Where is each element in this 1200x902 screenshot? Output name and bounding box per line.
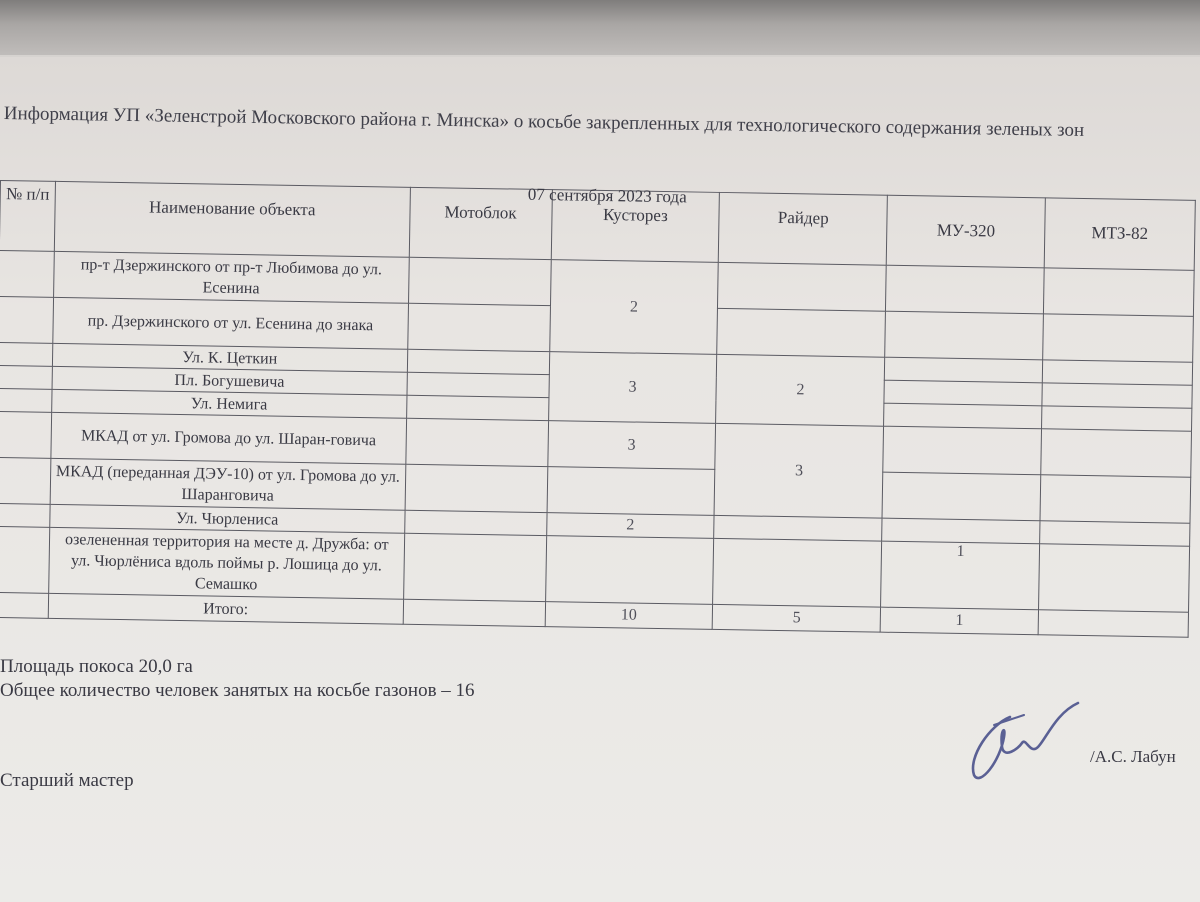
kustorez-cell: 2 — [546, 513, 714, 539]
motoblok-cell — [405, 418, 548, 466]
row-number-cell — [0, 526, 50, 593]
motoblok-cell — [407, 349, 549, 374]
row-number-cell — [0, 296, 54, 343]
mu320-total: 1 — [880, 607, 1038, 635]
row-number-cell — [0, 250, 54, 297]
total-label: Итого: — [48, 593, 403, 624]
motoblok-cell — [405, 464, 548, 512]
object-name: Ул. Чюрлениса — [50, 504, 405, 533]
mowing-table — [0, 180, 1196, 638]
mtz82-cell — [1042, 383, 1192, 408]
kustorez-cell: 3 — [548, 352, 717, 424]
mtz82-cell — [1041, 429, 1192, 477]
header-raider: Райдер — [719, 192, 888, 265]
mu320-cell — [885, 311, 1044, 360]
mtz82-cell — [1042, 406, 1192, 431]
mu320-cell — [883, 426, 1042, 475]
row-number-cell — [0, 503, 50, 527]
header-mu320: МУ-320 — [886, 195, 1045, 268]
handwritten-signature — [960, 695, 1090, 790]
mtz82-cell — [1040, 521, 1190, 546]
object-name: пр. Дзержинского от ул. Есенина до знака — [53, 297, 408, 349]
motoblok-total — [403, 599, 545, 626]
motoblok-cell — [408, 257, 551, 305]
mu320-cell — [886, 265, 1045, 314]
raider-cell — [713, 538, 882, 607]
raider-cell — [714, 515, 882, 541]
signatory-name: /А.С. Лабун — [1090, 747, 1176, 766]
motoblok-cell — [404, 510, 546, 535]
kustorez-cell — [545, 536, 714, 605]
object-name: озелененная территория на месте д. Дружба: от ул. Чюрлёниса вдоль поймы р. Лошица до ул. Семашко — [49, 527, 405, 599]
mu320-cell — [884, 403, 1042, 429]
mu320-cell — [884, 380, 1042, 406]
raider-cell — [718, 262, 887, 311]
kustorez-cell — [547, 467, 716, 516]
mowing-area: Площадь покоса 20,0 га — [0, 656, 193, 677]
mu320-cell: 1 — [881, 541, 1040, 610]
object-name: Ул. К. Цеткин — [52, 343, 407, 372]
document-date: 07 сентября 2023 года — [527, 184, 687, 207]
header-kustorez: Кусторез — [551, 190, 720, 263]
row-number-cell — [0, 388, 52, 412]
raider-total: 5 — [713, 604, 881, 632]
mtz82-cell — [1039, 544, 1190, 612]
mu320-cell — [882, 472, 1041, 521]
header-motoblok: Мотоблок — [409, 187, 552, 259]
people-count: Общее количество человек занятых на косьбе газонов – 16 — [0, 680, 475, 701]
document-title: Информация УП «Зеленстрой Московского района г. Минска» о косьбе закрепленных для технологического содержания зеленых зон — [3, 102, 1085, 141]
motoblok-cell — [407, 303, 550, 351]
row-number-cell — [0, 592, 49, 618]
object-name: МКАД (переданная ДЭУ-10) от ул. Громова до ул. Шаранговича — [50, 458, 405, 510]
mtz82-cell — [1044, 268, 1195, 316]
row-number-cell — [0, 411, 52, 458]
object-name: Пл. Богушевича — [52, 366, 407, 395]
mtz82-cell — [1043, 314, 1194, 362]
kustorez-total: 10 — [545, 602, 713, 630]
object-name: Ул. Немига — [52, 389, 407, 418]
header-number: № п/п — [0, 181, 55, 252]
background-top-shadow — [0, 0, 1200, 60]
mu320-cell — [882, 518, 1040, 544]
motoblok-cell — [407, 372, 549, 397]
header-object-name: Наименование объекта — [54, 181, 410, 257]
mtz82-cell — [1042, 360, 1192, 385]
motoblok-cell — [403, 533, 546, 601]
mu320-cell — [885, 357, 1043, 383]
row-number-cell — [0, 457, 51, 504]
mtz82-cell — [1040, 475, 1191, 523]
raider-cell — [717, 308, 886, 357]
row-number-cell — [0, 365, 52, 389]
table-container — [0, 180, 1196, 638]
kustorez-cell: 2 — [549, 260, 718, 355]
position-label: Старший мастер — [0, 770, 134, 791]
motoblok-cell — [406, 395, 548, 420]
mtz82-total — [1038, 610, 1188, 637]
object-name: МКАД от ул. Громова до ул. Шаран-говича — [51, 412, 406, 464]
object-name: пр-т Дзержинского от пр-т Любимова до ул. Есенина — [54, 251, 409, 303]
row-number-cell — [0, 342, 53, 366]
header-mtz82: МТЗ-82 — [1044, 198, 1195, 270]
raider-cell: 3 — [714, 423, 883, 518]
kustorez-cell: 3 — [547, 421, 716, 470]
raider-cell: 2 — [716, 354, 885, 426]
